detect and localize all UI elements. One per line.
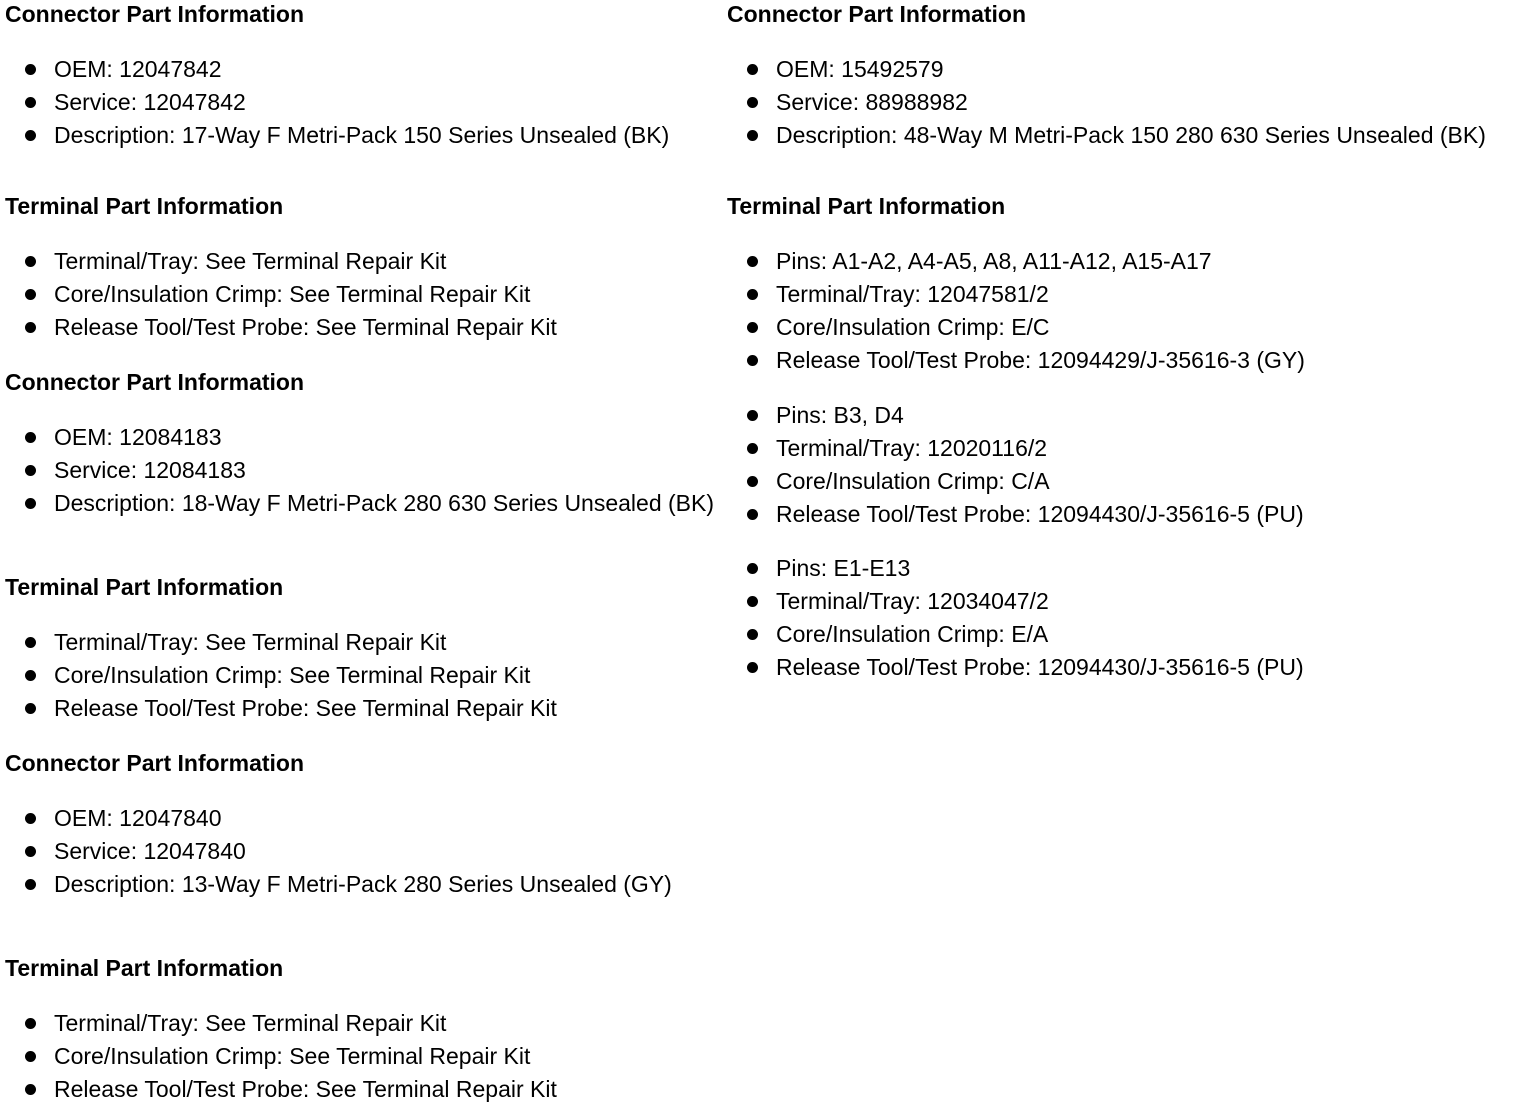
list-item: Core/Insulation Crimp: See Terminal Repair Kit [54, 1041, 530, 1072]
bullet-icon [25, 465, 36, 476]
list-item: Core/Insulation Crimp: See Terminal Repair Kit [54, 279, 530, 310]
list-item: Core/Insulation Crimp: See Terminal Repair Kit [54, 660, 530, 691]
bullet-icon [747, 130, 758, 141]
bullet-icon [747, 256, 758, 267]
list-item: Service: 12047842 [54, 87, 246, 118]
bullet-icon [25, 813, 36, 824]
bullet-icon [747, 410, 758, 421]
terminal-heading: Terminal Part Information [5, 193, 284, 219]
list-item: Pins: A1-A2, A4-A5, A8, A11-A12, A15-A17 [776, 246, 1212, 277]
bullet-icon [747, 64, 758, 75]
bullet-icon [25, 637, 36, 648]
connector-heading: Connector Part Information [5, 369, 305, 395]
list-item: Core/Insulation Crimp: E/C [776, 312, 1050, 343]
connector-heading: Connector Part Information [5, 1, 305, 27]
bullet-icon [25, 1084, 36, 1095]
bullet-icon [25, 289, 36, 300]
bullet-icon [25, 97, 36, 108]
list-item: Description: 17-Way F Metri-Pack 150 Series Unsealed (BK) [54, 120, 679, 151]
terminal-heading: Terminal Part Information [5, 955, 284, 981]
list-item: Release Tool/Test Probe: 12094430/J-35616-5 (PU) [776, 652, 1304, 683]
list-item: Pins: E1-E13 [776, 553, 910, 584]
list-item: Release Tool/Test Probe: See Terminal Repair Kit [54, 1074, 557, 1105]
list-item: Release Tool/Test Probe: 12094430/J-35616-5 (PU) [776, 499, 1304, 530]
bullet-icon [747, 322, 758, 333]
bullet-icon [25, 846, 36, 857]
list-item: OEM: 12047842 [54, 54, 222, 85]
list-item: Description: 18-Way F Metri-Pack 280 630 Series Unsealed (BK) [54, 488, 719, 519]
bullet-icon [747, 509, 758, 520]
list-item: Release Tool/Test Probe: 12094429/J-35616-3 (GY) [776, 345, 1305, 376]
bullet-icon [25, 498, 36, 509]
list-item: Release Tool/Test Probe: See Terminal Repair Kit [54, 693, 557, 724]
connector-heading: Connector Part Information [5, 750, 305, 776]
bullet-icon [25, 670, 36, 681]
bullet-icon [25, 879, 36, 890]
bullet-icon [25, 1018, 36, 1029]
bullet-icon [747, 563, 758, 574]
bullet-icon [747, 596, 758, 607]
list-item: Core/Insulation Crimp: E/A [776, 619, 1048, 650]
list-item: Terminal/Tray: See Terminal Repair Kit [54, 246, 446, 277]
list-item: Description: 13-Way F Metri-Pack 280 Series Unsealed (GY) [54, 869, 679, 900]
bullet-icon [25, 1051, 36, 1062]
list-item: Terminal/Tray: See Terminal Repair Kit [54, 1008, 446, 1039]
bullet-icon [25, 322, 36, 333]
terminal-heading: Terminal Part Information [5, 574, 284, 600]
list-item: Terminal/Tray: See Terminal Repair Kit [54, 627, 446, 658]
list-item: Terminal/Tray: 12047581/2 [776, 279, 1049, 310]
list-item: Terminal/Tray: 12034047/2 [776, 586, 1049, 617]
list-item: Service: 12084183 [54, 455, 246, 486]
list-item: Description: 48-Way M Metri-Pack 150 280 630 Series Unsealed (BK) [776, 120, 1511, 151]
bullet-icon [747, 629, 758, 640]
bullet-icon [25, 256, 36, 267]
bullet-icon [747, 443, 758, 454]
bullet-icon [25, 64, 36, 75]
bullet-icon [747, 289, 758, 300]
list-item: OEM: 15492579 [776, 54, 944, 85]
connector-heading: Connector Part Information [727, 1, 1027, 27]
list-item: OEM: 12084183 [54, 422, 222, 453]
list-item: Terminal/Tray: 12020116/2 [776, 433, 1047, 464]
list-item: Pins: B3, D4 [776, 400, 904, 431]
list-item: OEM: 12047840 [54, 803, 222, 834]
list-item: Release Tool/Test Probe: See Terminal Repair Kit [54, 312, 557, 343]
bullet-icon [747, 355, 758, 366]
bullet-icon [25, 703, 36, 714]
terminal-heading: Terminal Part Information [727, 193, 1006, 219]
bullet-icon [747, 476, 758, 487]
bullet-icon [747, 662, 758, 673]
bullet-icon [25, 432, 36, 443]
bullet-icon [747, 97, 758, 108]
bullet-icon [25, 130, 36, 141]
list-item: Service: 88988982 [776, 87, 968, 118]
list-item: Service: 12047840 [54, 836, 246, 867]
list-item: Core/Insulation Crimp: C/A [776, 466, 1050, 497]
